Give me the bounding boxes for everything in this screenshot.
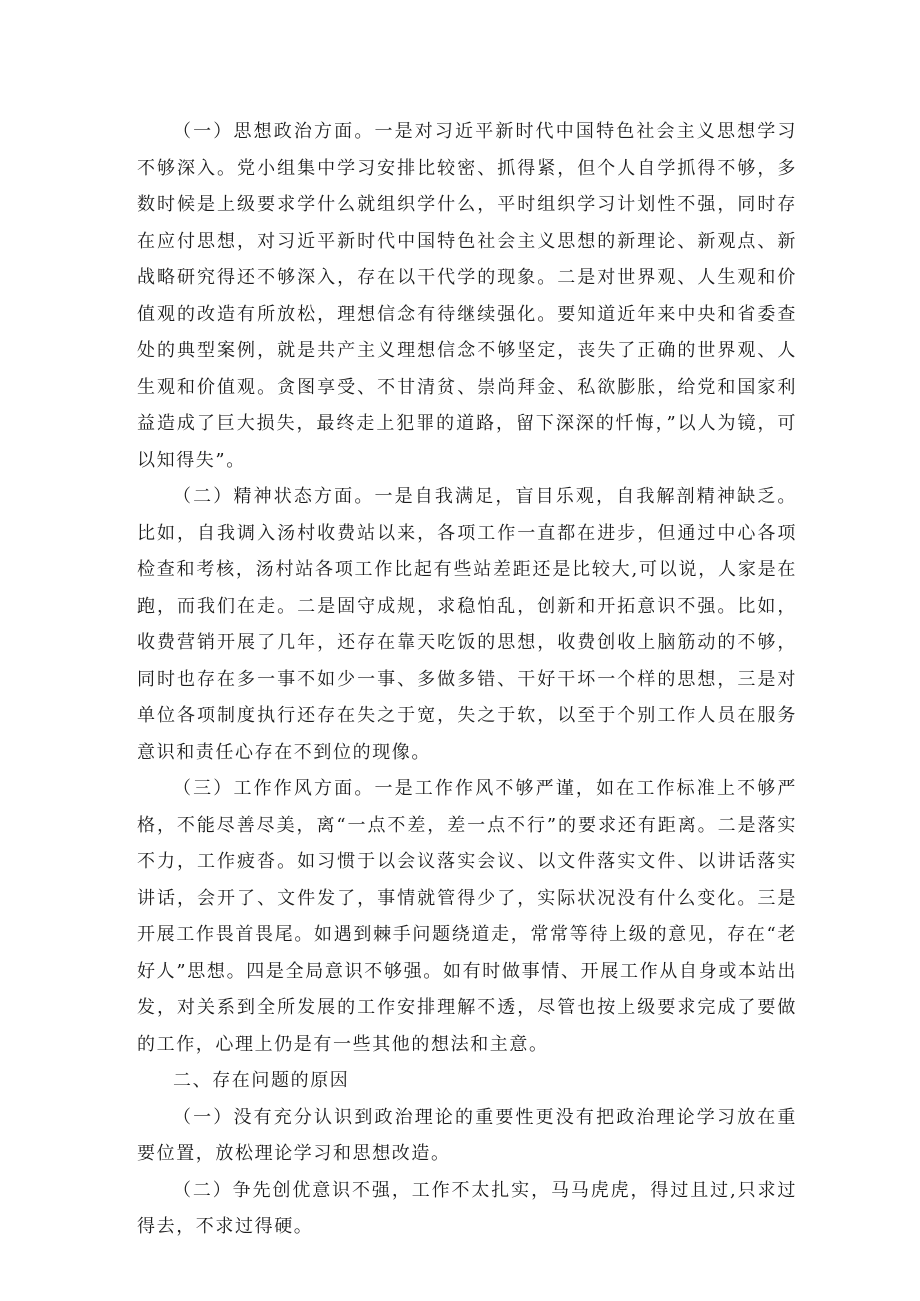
section-heading-causes: 二、存在问题的原因 bbox=[173, 1070, 350, 1091]
document-body bbox=[137, 114, 797, 1246]
paragraph-cause-2: （二）争先创优意识不强，工作不太扎实，马马虎虎，得过且过,只求过得去，不求过得硬。 bbox=[137, 1179, 797, 1237]
paragraph-work-style: （三）工作作风方面。一是工作作风不够严谨，如在工作标准上不够严格，不能尽善尽美，离“一点不差，差一点不行”的要求还有距离。二是落实不力，工作疲沓。如习惯于以会议落实会议、以文件落实文件、以讲话落实讲话，会开了、文件发了，事情就管得少了，实际状况没有什么变化。三是开展工作畏首畏尾。如遇到棘手问题绕道走，常常等待上级的意见，存在“老好人”思想。四是全局意识不够强。如有时做事情、开展工作从自身或本站出发，对关系到全所发展的工作安排理解不透，尽管也按上级要求完成了要做的工作，心理上仍是有一些其他的想法和主意。 bbox=[137, 778, 797, 1055]
paragraph-ideology: （一）思想政治方面。一是对习近平新时代中国特色社会主义思想学习不够深入。党小组集中学习安排比较密、抓得紧，但个人自学抓得不够，多数时候是上级要求学什么就组织学什么，平时组织学习计划性不强，同时存在应付思想，对习近平新时代中国特色社会主义思想的新理论、新观点、新战略研究得还不够深入，存在以干代学的现象。二是对世界观、人生观和价值观的改造有所放松，理想信念有待继续强化。要知道近年来中央和省委查处的典型案例，就是共产主义理想信念不够坚定，丧失了正确的世界观、人生观和价值观。贪图享受、不甘清贫、崇尚拜金、私欲膨胀，给党和国家利益造成了巨大损失，最终走上犯罪的道路，留下深深的忏悔，”以人为镜，可以知得失”。 bbox=[137, 121, 797, 471]
paragraph-cause-1: （一）没有充分认识到政治理论的重要性更没有把政治理论学习放在重要位置，放松理论学习和思想改造。 bbox=[137, 1106, 797, 1164]
paragraph-spirit: （二）精神状态方面。一是自我满足，盲目乐观，自我解剖精神缺乏。比如，自我调入汤村收费站以来，各项工作一直都在进步，但通过中心各项检查和考核，汤村站各项工作比起有些站差距还是比较大,可以说，人家是在跑，而我们在走。二是固守成规，求稳怕乱，创新和开拓意识不强。比如，收费营销开展了几年，还存在靠天吃饭的思想，收费创收上脑筋动的不够，同时也存在多一事不如少一事、多做多错、干好干坏一个样的思想，三是对单位各项制度执行还存在失之于宽，失之于软，以至于个别工作人员在服务意识和责任心存在不到位的现像。 bbox=[137, 486, 797, 763]
